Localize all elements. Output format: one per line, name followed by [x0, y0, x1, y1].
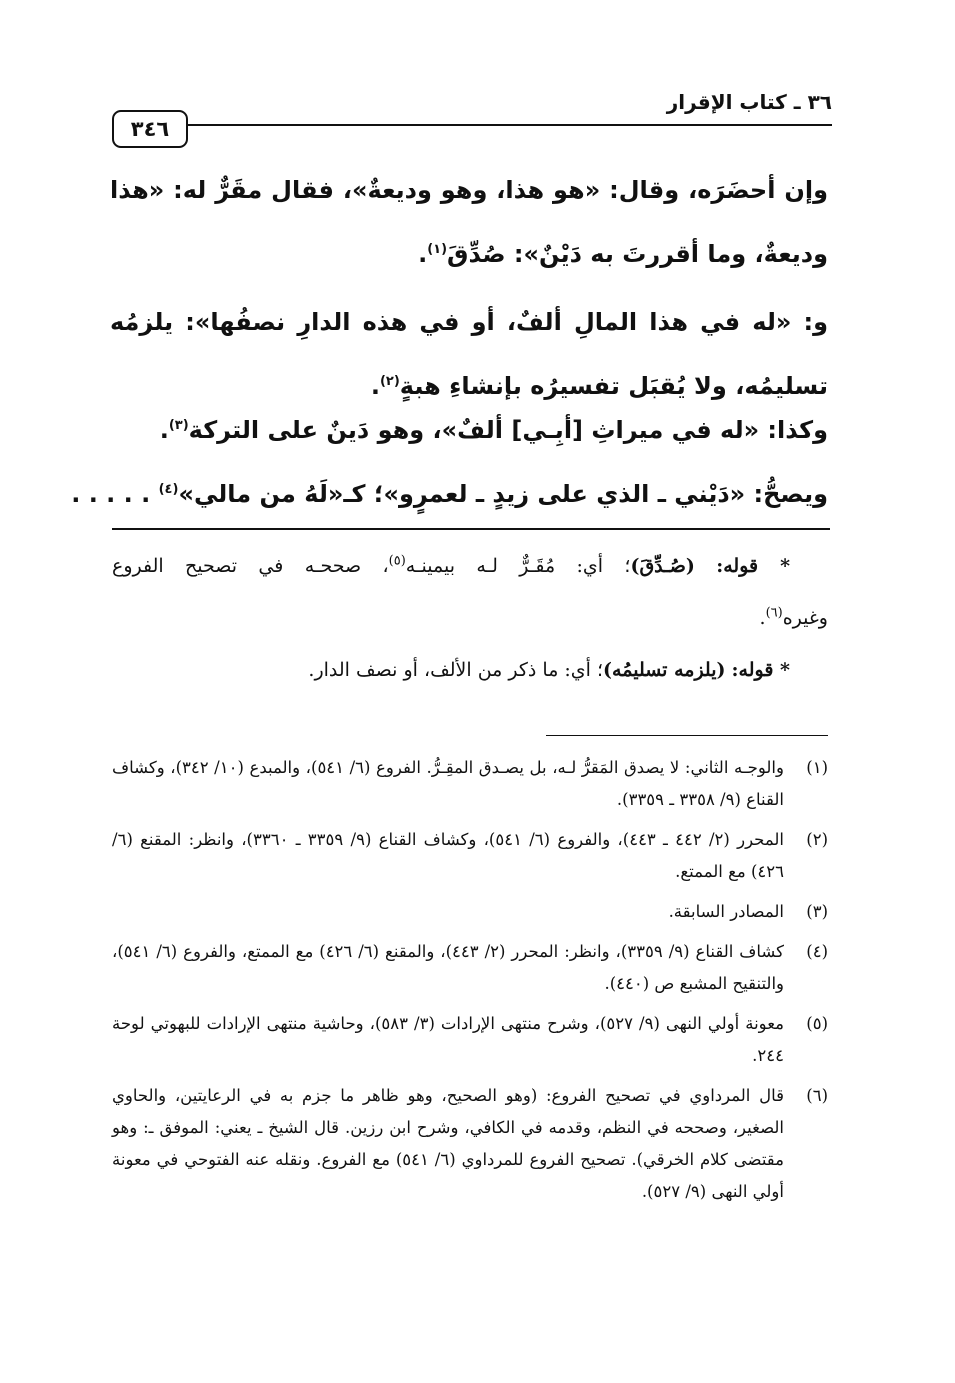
footnote-ref-2: (٢)	[379, 374, 400, 389]
main-paragraph-2-end: .	[370, 372, 380, 400]
running-title: ٣٦ ـ كتاب الإقرار	[666, 90, 832, 114]
main-paragraph-1-end: .	[418, 240, 428, 268]
footnote-2	[112, 824, 828, 888]
commentary-1-marker: * قوله:	[716, 555, 790, 577]
footnote-ref-1: (١)	[427, 242, 448, 257]
footnote-1	[112, 752, 828, 816]
footnote-4	[112, 936, 828, 1000]
footnote-ref-4: (٤)	[158, 482, 179, 497]
commentary-1-end: .	[759, 607, 766, 629]
commentary-2-text: ؛ أي: ما ذكر من الألف، أو نصف الدار.	[308, 659, 604, 681]
main-paragraph-1-text: وإن أحضَرَه، وقال: «هو هذا، وهو وديعةٌ»، فقال مقَرٌّ له: «هذا وديعةٌ، وما أقررتَ به دَيْنٌ»: صُدِّقَ	[110, 176, 828, 268]
footnote-text: المصادر السابقة.	[668, 902, 784, 921]
main-paragraph-4-end: . . . . .	[71, 480, 159, 508]
footnotes	[112, 752, 828, 1216]
footnote-number: (٣)	[806, 902, 828, 921]
footnote-number: (٤)	[806, 942, 828, 961]
footnote-number: (٦)	[806, 1086, 828, 1105]
footnote-6	[112, 1080, 828, 1208]
commentary-1-text-b: ، صححـه في تصحيح الفروع	[112, 555, 389, 577]
main-paragraph-1	[110, 158, 828, 286]
commentary-2-marker: * قوله:	[731, 659, 790, 681]
main-paragraph-2-text: و: «له في هذا المالِ ألفٌ، أو في هذه الدارِ نصفُها»: يلزمُه تسليمُه، ولا يُقبَل تفسيرُه بإنشاءِ هبةٍ	[110, 308, 828, 400]
main-paragraph-4	[71, 462, 828, 526]
main-paragraph-3-text: وكذا: «له في ميراثِ [أبِـي] ألفٌ»، وهو دَينٌ على التركة	[188, 416, 828, 444]
footnote-ref-5: (٥)	[388, 553, 406, 569]
commentary-1-text-c: وغيره	[782, 607, 828, 629]
footnote-text: المحرر (٢/ ٤٤٢ ـ ٤٤٣)، والفروع (٦/ ٥٤١)، وكشاف القناع (٩/ ٣٣٥٩ ـ ٣٣٦٠)، وانظر: المقنع (٦/ ٤٢٦) مع الممتع.	[112, 830, 784, 881]
main-paragraph-3-end: .	[159, 416, 169, 444]
footnote-text: قال المرداوي في تصحيح الفروع: (وهو الصحيح، وهو ظاهر ما جزم به في الرعايتين، والحاوي الصغير، وصححه في النظم، وقدمه في الكافي، وشرح ابن رزين. قال الشيخ ـ يعني: الموفق ـ: وهو مقتضى كلام الخرقي). تصحيح الفروع للمرداوي (٦/ ٥٤١) مع الفروع. ونقله عنه الفتوحي في معونة أولي النهى (٩/ ٥٢٧).	[112, 1086, 784, 1201]
page-number: ٣٤٦	[130, 117, 170, 141]
footnote-number: (١)	[806, 758, 828, 777]
page-number-box	[112, 110, 188, 148]
footnote-text: معونة أولي النهى (٩/ ٥٢٧)، وشرح منتهى الإرادات (٣/ ٥٨٣)، وحاشية منتهى الإرادات للبهوتي لوحة ٢٤٤.	[112, 1014, 784, 1065]
header-rule	[188, 124, 832, 126]
main-text-rule	[112, 528, 830, 530]
footnote-text: كشاف القناع (٩/ ٣٣٥٩)، وانظر: المحرر (٢/ ٤٤٣)، والمقنع (٦/ ٤٢٦) مع الممتع، والفروع (٦/ ٥٤١)، والتنقيح المشبع ص (٤٤٠).	[112, 942, 784, 993]
commentary-2-keyword: (يلزمه تسليمُه)	[603, 659, 726, 681]
page-header	[112, 82, 832, 141]
commentary-1-line-1	[112, 540, 828, 592]
commentary-1-keyword: (صُـدِّقَ)	[630, 555, 695, 577]
footnote-separator	[546, 735, 828, 736]
commentary-2	[112, 644, 828, 696]
commentary-1	[112, 540, 828, 644]
footnote-ref-6: (٦)	[765, 605, 783, 621]
footnote-number: (٢)	[806, 830, 828, 849]
footnote-ref-3: (٣)	[168, 418, 189, 433]
footnote-number: (٥)	[806, 1014, 828, 1033]
footnote-3	[112, 896, 828, 928]
commentary-1-text-a: ؛ أي: مُقَـرٌّ لـه بيمينـه	[405, 555, 631, 577]
footnote-5	[112, 1008, 828, 1072]
main-paragraph-3	[110, 398, 828, 462]
footnote-text: والوجـه الثاني: لا يصدق المَقرُّ لـه، بل يصـدق المقِـرُّ. الفروع (٦/ ٥٤١)، والمبدع (١٠/ ٣٤٢)، وكشاف القناع (٩/ ٣٣٥٨ ـ ٣٣٥٩).	[112, 758, 784, 809]
main-paragraph-4-text: ويصحُّ: «دَيْني ـ الذي على زيدٍ ـ لعمرٍو»؛ كـ«لَهُ من مالي»	[178, 480, 828, 508]
